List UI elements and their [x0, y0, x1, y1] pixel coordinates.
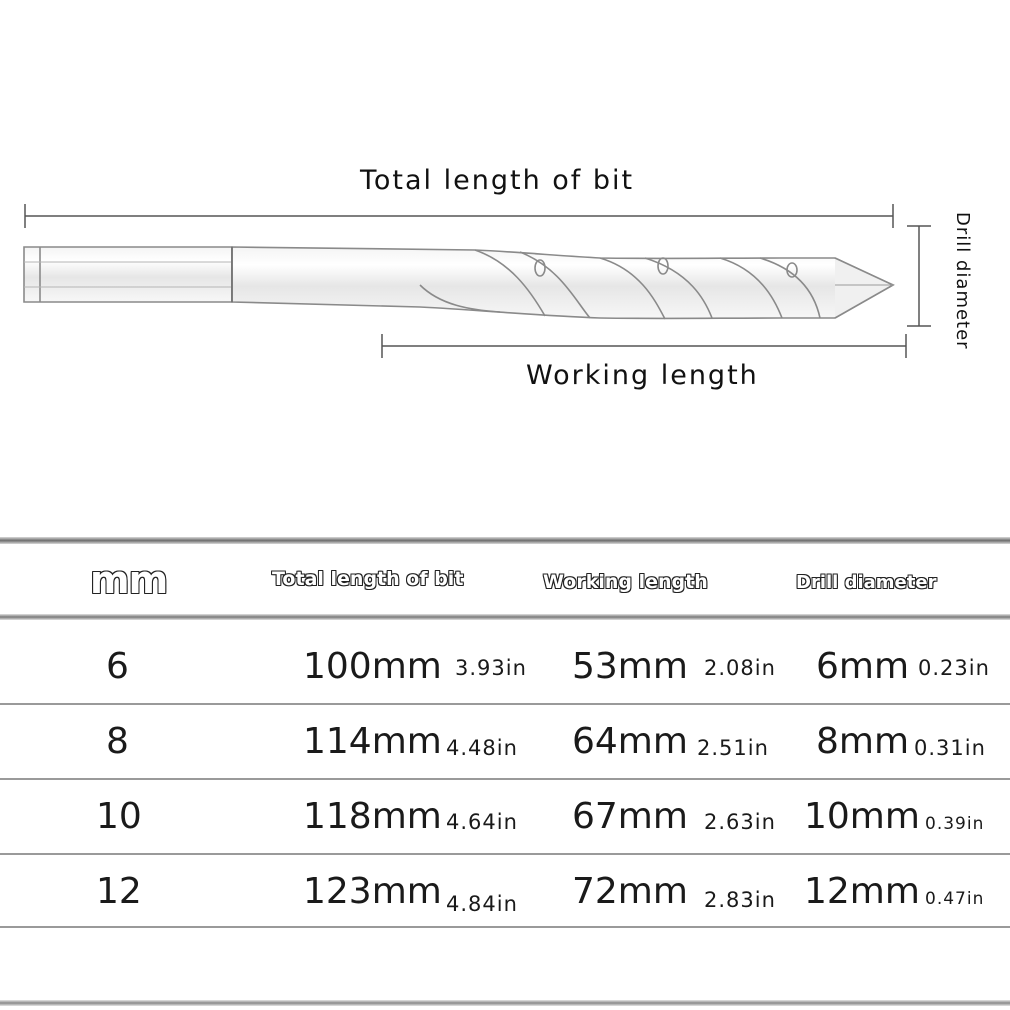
drill-bit-drawing — [0, 0, 1010, 470]
table-bottom-rule — [0, 1000, 1010, 1006]
table-header-rule — [0, 614, 1010, 620]
cell-size: 8 — [106, 721, 129, 762]
cell-total-in: 3.93in — [455, 656, 527, 680]
cell-diameter-in: 0.23in — [918, 656, 990, 680]
row-divider — [0, 853, 1010, 855]
cell-working-mm: 64mm — [572, 721, 688, 762]
cell-working-mm: 67mm — [572, 796, 688, 837]
cell-total-in: 4.48in — [446, 736, 518, 760]
cell-diameter-mm: 8mm — [816, 721, 910, 762]
header-size: mm — [90, 558, 168, 602]
cell-diameter-mm: 6mm — [816, 646, 910, 687]
cell-working-in: 2.51in — [697, 736, 769, 760]
header-total-length: Total length of bit — [272, 568, 464, 590]
cell-working-in: 2.63in — [704, 810, 776, 834]
drill-diameter-label: Drill diameter — [952, 212, 973, 350]
working-length-label: Working length — [526, 360, 759, 391]
total-length-label: Total length of bit — [360, 165, 635, 196]
cell-diameter-in: 0.31in — [914, 736, 986, 760]
cell-diameter-in: 0.47in — [925, 889, 985, 909]
drill-diameter-dimension — [907, 226, 931, 326]
cell-total-mm: 114mm — [303, 721, 442, 762]
header-working-length: Working length — [543, 571, 708, 593]
total-length-dimension — [25, 204, 893, 228]
row-divider — [0, 926, 1010, 928]
working-length-dimension — [382, 334, 906, 358]
cell-size: 12 — [96, 871, 142, 912]
cell-working-mm: 53mm — [572, 646, 688, 687]
cell-size: 10 — [96, 796, 142, 837]
cell-total-mm: 123mm — [303, 871, 442, 912]
cell-working-in: 2.08in — [704, 656, 776, 680]
drill-bit — [24, 247, 893, 319]
table-top-rule — [0, 537, 1010, 544]
header-drill-diameter: Drill diameter — [796, 572, 937, 593]
cell-working-in: 2.83in — [704, 888, 776, 912]
cell-total-mm: 100mm — [303, 646, 442, 687]
row-divider — [0, 703, 1010, 705]
cell-diameter-mm: 10mm — [804, 796, 920, 837]
cell-size: 6 — [106, 646, 129, 687]
drill-bit-diagram — [0, 0, 1010, 470]
cell-total-mm: 118mm — [303, 796, 442, 837]
cell-diameter-in: 0.39in — [925, 814, 985, 834]
cell-total-in: 4.84in — [446, 892, 518, 916]
cell-working-mm: 72mm — [572, 871, 688, 912]
cell-total-in: 4.64in — [446, 810, 518, 834]
cell-diameter-mm: 12mm — [804, 871, 920, 912]
row-divider — [0, 778, 1010, 780]
